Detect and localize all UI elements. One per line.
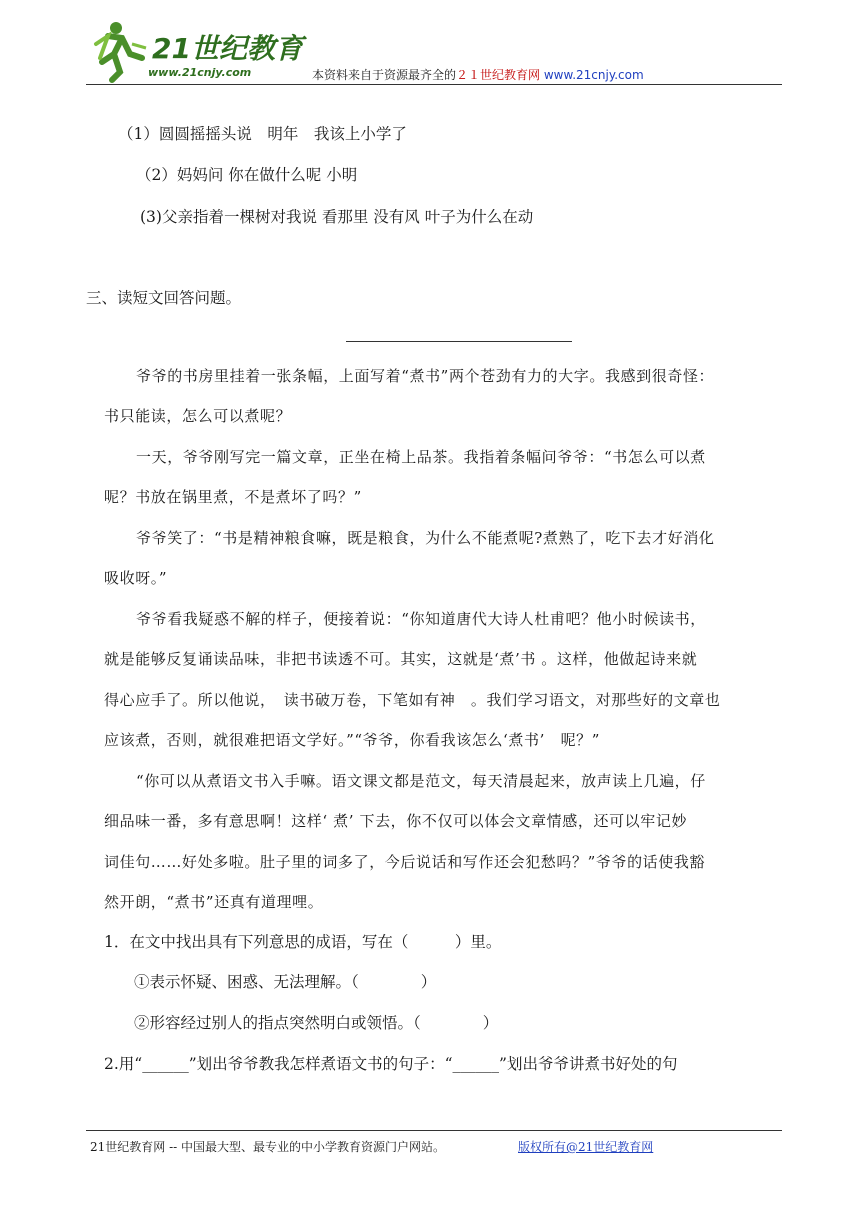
header-text xyxy=(312,66,644,83)
passage-line-14: 然开朗，“煮书”还真有道理哩。 xyxy=(104,893,324,911)
passage-line-2: 书只能读，怎么可以煮呢？ xyxy=(104,407,292,425)
passage-line-13: 词佳句……好处多啦。肚子里的词多了，今后说话和写作还会犯愁吗？”爷爷的话使我豁 xyxy=(104,853,706,871)
passage-line-4: 呢？书放在锅里煮，不是煮坏了吗？” xyxy=(104,488,362,506)
passage-line-8: 就是能够反复诵读品味，非把书读透不可。其实，这就是‘煮’书 。这样，他做起诗来就 xyxy=(104,650,698,668)
footer-divider xyxy=(86,1130,782,1131)
title-blank-line xyxy=(346,341,572,342)
passage-line-3: 一天，爷爷刚写完一篇文章，正坐在椅上品茶。我指着条幅问爷爷：“书怎么可以煮 xyxy=(136,448,706,466)
header-lead: 本资料来自于资源最齐全的 xyxy=(312,68,457,82)
section-title: 三、读短文回答问题。 xyxy=(86,289,242,307)
passage-line-11: “你可以从煮语文书入手嘛。语文课文都是范文，每天清晨起来，放声读上几遍，仔 xyxy=(136,772,706,790)
question-1b: ②形容经过别人的指点突然明白或领悟。（ ） xyxy=(134,1014,499,1032)
passage-line-9: 得心应手了。所以他说， 读书破万卷，下笔如有神 。我们学习语文，对那些好的文章也 xyxy=(104,691,721,709)
header-site-name[interactable]: ２１世纪教育网 xyxy=(456,68,541,82)
passage-line-5: 爷爷笑了：“书是精神粮食嘛，既是粮食，为什么不能煮呢?煮熟了，吃下去才好消化 xyxy=(136,529,715,547)
site-logo xyxy=(86,14,303,84)
punct-item-3: (3)父亲指着一棵树对我说 看那里 没有风 叶子为什么在动 xyxy=(140,208,534,226)
logo-text: 21世纪教育 xyxy=(152,32,303,65)
passage-line-7: 爷爷看我疑惑不解的样子，便接着说：“你知道唐代大诗人杜甫吧？他小时候读书， xyxy=(136,610,706,628)
passage-line-6: 吸收呀。” xyxy=(104,569,168,587)
passage-line-10: 应该煮，否则，就很难把语文学好。”“爷爷，你看我该怎么‘煮书’ 呢？” xyxy=(104,731,601,749)
question-1a: ①表示怀疑、困惑、无法理解。（ ） xyxy=(134,973,437,991)
running-figure-icon xyxy=(96,22,146,80)
question-1: 1．在文中找出具有下列意思的成语，写在（ ）里。 xyxy=(104,933,502,951)
header-site-url[interactable]: www.21cnjy.com xyxy=(543,68,644,82)
punct-item-2: （2）妈妈问 你在做什么呢 小明 xyxy=(136,166,358,184)
footer-text: 21世纪教育网 -- 中国最大型、最专业的中小学教育资源门户网站。 xyxy=(90,1140,446,1154)
logo-url: www.21cnjy.com xyxy=(148,66,252,79)
passage-line-12: 细品味一番，多有意思啊！这样‘ 煮’ 下去，你不仅可以体会文章情感，还可以牢记妙 xyxy=(104,812,688,830)
question-2: 2.用“______”划出爷爷教我怎样煮语文书的句子：“______”划出爷爷讲煮书好处的句 xyxy=(104,1055,678,1073)
punct-item-1: （1）圆圆摇摇头说 明年 我该上小学了 xyxy=(118,125,407,143)
passage-line-1: 爷爷的书房里挂着一张条幅，上面写着“煮书”两个苍劲有力的大字。我感到很奇怪： xyxy=(136,367,715,385)
footer-copyright-link[interactable]: 版权所有@21世纪教育网 xyxy=(518,1140,654,1154)
header-divider xyxy=(86,84,782,85)
